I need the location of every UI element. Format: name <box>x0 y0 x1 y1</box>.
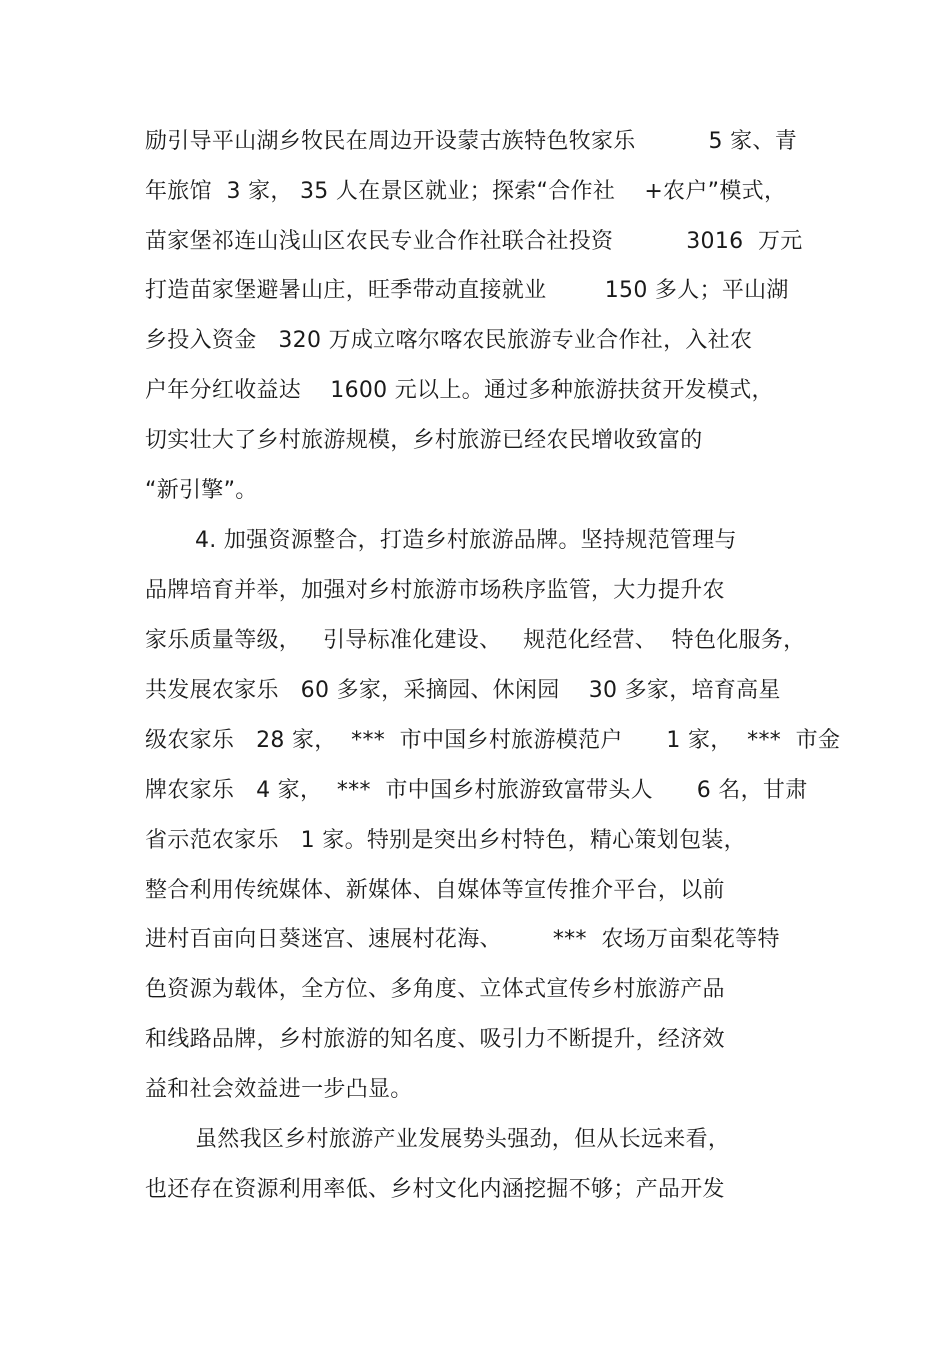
text-line: 牌农家乐 4 家， *** 市中国乡村旅游致富带头人 6 名，甘肃 <box>145 778 808 803</box>
text-line: 色资源为载体，全方位、多角度、立体式宣传乡村旅游产品 <box>145 977 725 1002</box>
text-line: “新引擎”。 <box>145 478 258 503</box>
text-line: 励引导平山湖乡牧民在周边开设蒙古族特色牧家乐 5 家、青 <box>145 129 798 154</box>
text-line: 整合利用传统媒体、新媒体、自媒体等宣传推介平台，以前 <box>145 878 725 903</box>
text-line: 户年分红收益达 1600 元以上。通过多种旅游扶贫开发模式， <box>145 378 774 403</box>
text-line: 切实壮大了乡村旅游规模，乡村旅游已经农民增收致富的 <box>145 428 703 453</box>
text-line: 进村百亩向日葵迷宫、速展村花海、 *** 农场万亩梨花等特 <box>145 927 780 952</box>
text-line: 打造苗家堡避暑山庄，旺季带动直接就业 150 多人；平山湖 <box>145 278 789 303</box>
text-line: 年旅馆 3 家， 35 人在景区就业；探索“合作社 +农户”模式， <box>145 179 787 204</box>
text-line: 和线路品牌，乡村旅游的知名度、吸引力不断提升，经济效 <box>145 1027 725 1052</box>
text-line: 品牌培育并举，加强对乡村旅游市场秩序监管，大力提升农 <box>145 578 725 603</box>
text-line: 也还存在资源利用率低、乡村文化内涵挖掘不够；产品开发 <box>145 1177 725 1202</box>
text-line: 乡投入资金 320 万成立喀尔喀农民旅游专业合作社，入社农 <box>145 328 753 353</box>
text-line: 级农家乐 28 家， *** 市中国乡村旅游模范户 1 家， *** 市金 <box>145 728 841 753</box>
text-line: 苗家堡祁连山浅山区农民专业合作社联合社投资 3016 万元 <box>145 229 803 254</box>
text-line: 家乐质量等级， 引导标准化建设、 规范化经营、 特色化服务， <box>145 628 806 653</box>
paragraph-start-line: 虽然我区乡村旅游产业发展势头强劲，但从长远来看， <box>195 1127 731 1152</box>
text-line: 省示范农家乐 1 家。特别是突出乡村特色，精心策划包装， <box>145 828 746 853</box>
text-line: 共发展农家乐 60 多家，采摘园、休闲园 30 多家，培育高星 <box>145 678 781 703</box>
paragraph-start-line: 4. 加强资源整合，打造乡村旅游品牌。坚持规范管理与 <box>195 528 737 553</box>
text-line: 益和社会效益进一步凸显。 <box>145 1077 413 1102</box>
